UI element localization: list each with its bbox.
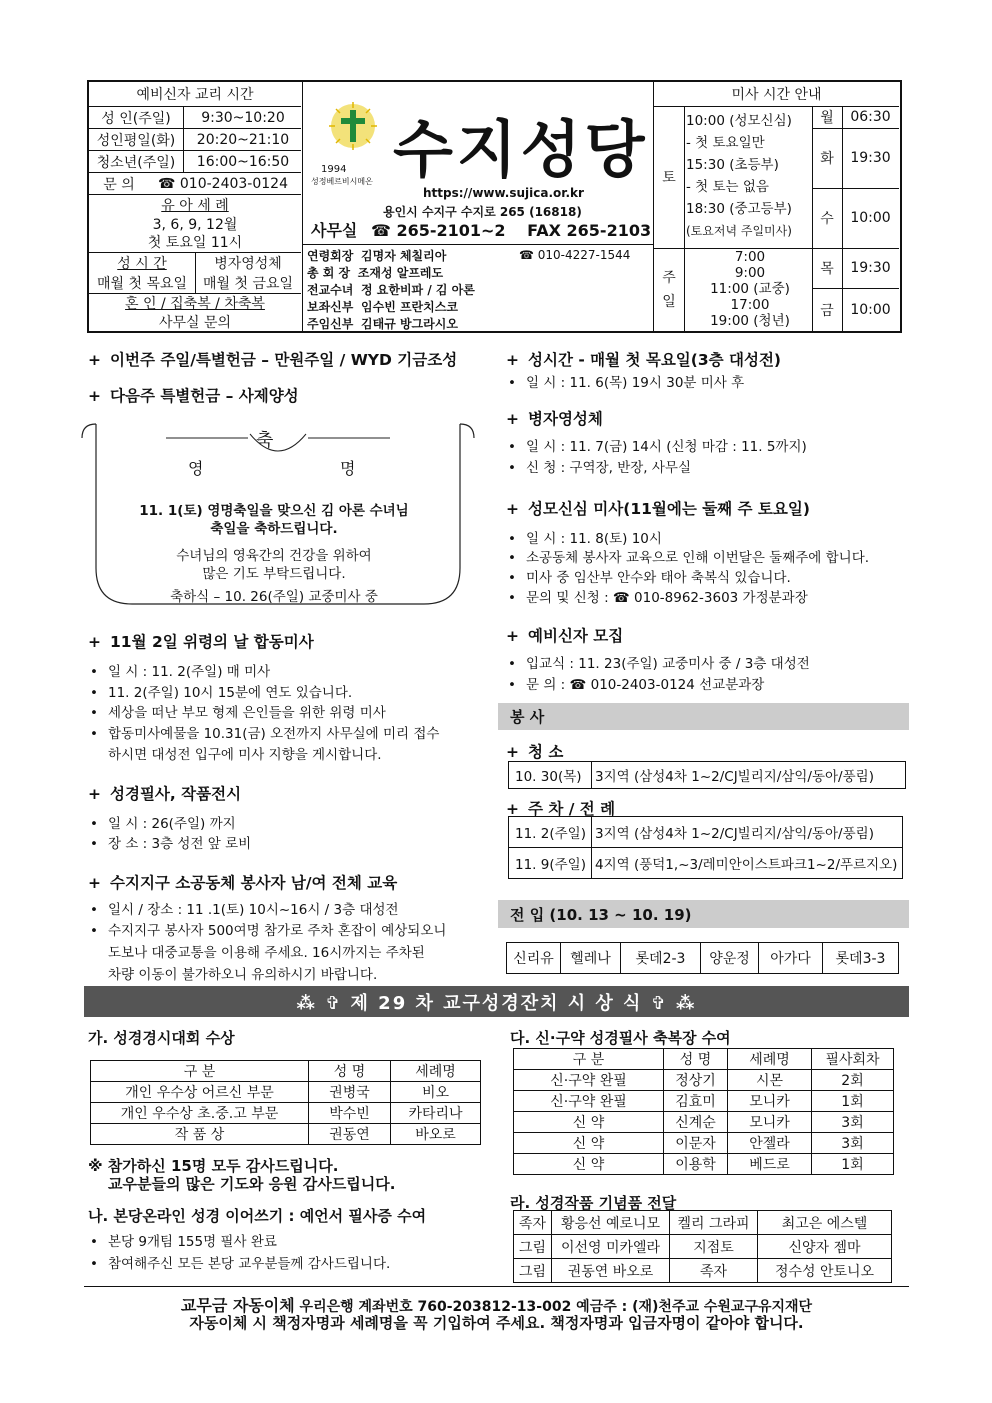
list-item: • 본당 9개팀 155명 필사 완료 (90, 1234, 277, 1250)
address: 용인시 수지구 수지로 265 (16818) (383, 205, 582, 219)
weekday-day: 월 (820, 110, 834, 126)
sick-communion-title: 병자영성체 (214, 256, 282, 272)
catechumen-time: 9:30~10:20 (201, 109, 285, 126)
contest-title: 가. 성경경시대회 수상 (88, 1029, 235, 1047)
wedding-contact: 사무실 문의 (158, 314, 232, 331)
office-phone: ☎ 265-2101~2 (370, 221, 506, 240)
table-header: 구 분 (91, 1061, 309, 1082)
table-row: 신 약 신계순 모니카 3회 (514, 1112, 894, 1133)
feast-word: 영 (188, 459, 204, 478)
table-header: 성 명 (309, 1061, 391, 1082)
memorial-mass-title: + 11월 2일 위령의 날 합동미사 (88, 633, 314, 651)
table-header: 성 명 (664, 1049, 728, 1070)
infant-baptism-title: 유 아 세 례 (161, 198, 229, 214)
staff-row: 주임신부 김태규 방그라시오 (307, 317, 458, 331)
feast-prayer: 수녀님의 영육간의 건강을 위하여 많은 기도 부탁드립니다. (176, 548, 372, 582)
staff-row: 연령회장 김명자 체칠리아 (307, 249, 447, 263)
table-header: 구 분 (514, 1049, 664, 1070)
weekday-time: 06:30 (850, 109, 891, 125)
list-item: • 수지지구 봉사자 500여명 참가로 주차 혼잡이 예상되오니 (90, 923, 447, 939)
parking-area: 4지역 (풍덕1,~3/레미안이스트파크1~2/푸르지오) (591, 847, 903, 879)
table-row: 족자 황응선 예로니모 켈리 그라피 최고은 에스텔 (514, 1211, 892, 1235)
cleaning-area: 3지역 (삼성4차 1~2/CJ빌리지/삼익/동아/풍림) (591, 761, 906, 789)
staff-row: 보좌신부 임수빈 프란치스코 (307, 300, 458, 314)
parish-info (303, 82, 653, 331)
table-header: 세례명 (728, 1049, 812, 1070)
table-row: 신 약 이용학 베드로 1회 (514, 1154, 894, 1175)
list-item: • 세상을 떠난 부모 형제 은인들을 위한 위령 미사 (90, 705, 386, 721)
list-item: • 일 시 : 11. 2(주일) 매 미사 (90, 664, 271, 680)
mass-title: 미사 시간 안내 (731, 87, 822, 103)
holy-hour-section-title: + 성시간 - 매월 첫 목요일(3층 대성전) (506, 351, 782, 369)
table-row: 신 약 이문자 안젤라 3회 (514, 1133, 894, 1154)
list-item: • 합동미사예물을 10.31(금) 오전까지 사무실에 미리 접수 (90, 726, 440, 742)
mass-schedule (653, 82, 900, 331)
parking-area: 3지역 (삼성4차 1~2/CJ빌리지/삼익/동아/풍림) (591, 816, 903, 848)
marian-mass-title: + 성모신심 미사(11월에는 둘째 주 토요일) (506, 500, 810, 518)
weekday-time: 10:00 (850, 301, 891, 318)
table-row: 작 품 상 권동연 바오로 (91, 1124, 481, 1145)
offering-this-week: + 이번주 주일/특별헌금 – 만원주일 / WYD 기금조성 (88, 351, 458, 369)
parking-date: 11. 9(주일) (508, 847, 592, 879)
bible-copy-title: 다. 신·구약 성경필사 축복장 수여 (510, 1029, 731, 1047)
catechumen-recruit-title: + 예비신자 모집 (506, 627, 624, 645)
schedule-panel (89, 82, 303, 331)
catechumen-contact: ☎ 010-2403-0124 (158, 175, 288, 192)
transfer-table (506, 942, 899, 974)
feast-word: 명 (340, 459, 356, 478)
weekday-day: 금 (820, 302, 834, 319)
table-row: 그림 이선영 미카엘라 지점토 신양자 젬마 (514, 1235, 892, 1259)
catechumen-time: 16:00~16:50 (196, 153, 290, 170)
catechumen-label: 청소년(주일) (96, 154, 176, 171)
cleaning-date: 10. 30(목) (508, 761, 592, 789)
saturday-label: 토 (662, 170, 676, 186)
footer-divider (84, 1286, 909, 1287)
table-row: 개인 우수상 어르신 부문 권병국 비오 (91, 1082, 481, 1103)
table-row: 그림 권동연 바오로 족자 정수성 안토니오 (514, 1259, 892, 1283)
list-item: • 신 청 : 구역장, 반장, 사무실 (508, 460, 691, 476)
thanks-note: ※ 참가하신 15명 모두 감사드립니다. (88, 1157, 339, 1175)
gift-table (513, 1210, 892, 1283)
catechumen-title: 예비신자 교리 시간 (136, 87, 254, 103)
table-row: 개인 우수상 초.중.고 부문 박수빈 카타리나 (91, 1103, 481, 1124)
bible-exhibit-title: + 성경필사, 작품전시 (88, 785, 242, 803)
offering-transfer-info: 교무금 자동이체 우리은행 계좌번호 760-203812-13-002 예금주 : (재)천주교 수원교구유지재단 (180, 1296, 813, 1315)
transfer-name: 롯데2-3 (621, 943, 701, 974)
list-item: • 문 의 : ☎ 010-2403-0124 선교분과장 (508, 677, 765, 693)
offering-transfer-note: 자동이체 시 책정자명과 세례명을 꼭 기입하여 주세요. 책정자명과 입금자명이 같아야 합니다. (189, 1314, 804, 1332)
parking-date: 11. 2(주일) (508, 816, 592, 848)
staff-row: 총 회 장 조재성 알프레도 (307, 266, 444, 280)
list-item: • 장 소 : 3층 성전 앞 로비 (90, 836, 252, 852)
list-item: • 문의 및 신청 : ☎ 010-8962-3603 가정분과장 (508, 590, 808, 606)
list-item: • 일 시 : 11. 8(토) 10시 (508, 531, 662, 547)
feast-glyph: 축 (256, 430, 274, 451)
weekday-time: 19:30 (850, 260, 891, 276)
staff-list (307, 248, 475, 333)
weekday-time: 19:30 (850, 150, 891, 166)
wedding-title: 혼 인 / 집축복 / 차축복 (125, 296, 265, 312)
transfer-name: 아가다 (759, 943, 823, 974)
table-header: 필사회차 (812, 1049, 894, 1070)
sunday-label: 주 일 (662, 269, 676, 310)
catechumen-time: 20:20~21:10 (196, 131, 290, 148)
list-item: • 일 시 : 11. 7(금) 14시 (신청 마감 : 11. 5까지) (508, 439, 807, 455)
offering-next-week: + 다음주 특별헌금 – 사제양성 (88, 387, 299, 405)
sick-communion-when: 매월 첫 금요일 (202, 276, 294, 292)
list-item: • 일시 / 장소 : 11 .1(토) 10시~16시 / 3층 대성전 (90, 902, 399, 918)
sick-communion-section-title: + 병자영성체 (506, 410, 603, 428)
list-item: • 참여해주신 모든 본당 교우분들께 감사드립니다. (90, 1256, 391, 1272)
transfer-name: 양운정 (701, 943, 759, 974)
sunday-times: 7:00 9:00 11:00 (교중) 17:00 19:00 (청년) (710, 249, 790, 329)
bible-copy-table (513, 1048, 894, 1175)
list-item: • 일 시 : 11. 6(목) 19시 30분 미사 후 (508, 375, 745, 391)
feast-message: 11. 1(토) 영명축일을 맞으신 김 아론 수녀님 축일을 축하드립니다. (139, 503, 409, 537)
holy-hour-title: 성 시 간 (117, 256, 167, 272)
weekday-day: 목 (820, 261, 834, 277)
logo-year: 1994 (321, 164, 347, 175)
weekday-day: 수 (820, 211, 834, 227)
training-title: + 수지지구 소공동체 봉사자 남/여 전체 교육 (88, 874, 398, 892)
table-row: 신·구약 완필 정상기 시몬 2회 (514, 1070, 894, 1091)
logo-caption: 성정베르비시메온 (311, 177, 373, 186)
infant-baptism-months: 3, 6, 9, 12월 (152, 216, 238, 233)
weekday-time: 10:00 (850, 210, 891, 226)
table-row: 신·구약 완필 김효미 모니카 1회 (514, 1091, 894, 1112)
thanks-note: 교우분들의 많은 기도와 응원 감사드립니다. (108, 1175, 396, 1193)
transfer-name: 신리유 (507, 943, 561, 974)
catechumen-label: 문 의 (103, 176, 135, 193)
transfer-bar: 전 입 (10. 13 ~ 10. 19) (498, 900, 909, 928)
service-bar: 봉 사 (498, 703, 909, 730)
contest-table (90, 1060, 481, 1145)
transfer-name: 헬레나 (561, 943, 621, 974)
office-contact (311, 218, 651, 241)
staff-row: 전교수녀 정 요한비파 / 김 아론 (307, 283, 475, 297)
list-item: • 일 시 : 26(주일) 까지 (90, 816, 236, 832)
list-item-continued: 도보나 대중교통을 이용해 주세요. 16시까지는 주차된 (108, 945, 425, 961)
list-item: • 입교식 : 11. 23(주일) 교중미사 중 / 3층 대성전 (508, 656, 810, 672)
parish-logo-icon (319, 100, 387, 168)
list-item-continued: 차량 이동이 불가하오니 유의하시기 바랍니다. (108, 967, 378, 983)
list-item: • 미사 중 임산부 안수와 태아 축복식 있습니다. (508, 570, 791, 586)
gift-title: 라. 성경작품 기념품 전달 (510, 1194, 677, 1212)
list-item: • 11. 2(주일) 10시 15분에 연도 있습니다. (90, 685, 353, 701)
website-link[interactable]: https://www.sujica.or.kr (423, 186, 584, 200)
parish-name: 수지성당 (393, 113, 649, 186)
feast-ceremony: 축하식 – 10. 26(주일) 교중미사 중 (170, 589, 378, 605)
online-bible-title: 나. 본당온라인 성경 이어쓰기 : 예언서 필사증 수여 (88, 1207, 427, 1225)
holy-hour-when: 매월 첫 목요일 (96, 276, 188, 292)
infant-baptism-when: 첫 토요일 11시 (147, 235, 243, 251)
transfer-name: 롯데3-3 (823, 943, 899, 974)
office-label: 사무실 (311, 221, 358, 240)
weekday-day: 화 (820, 151, 834, 167)
list-item: • 소공동체 봉사자 교육으로 인해 이번달은 둘째주에 합니다. (508, 550, 870, 566)
parking-title: + 주 차 / 전 례 (506, 800, 616, 818)
bulletin-header (87, 80, 902, 333)
list-item-continued: 하시면 대성전 입구에 미사 지향을 게시합니다. (108, 747, 382, 763)
cleaning-title: + 청 소 (506, 743, 564, 761)
staff-phone: ☎ 010-4227-1544 (519, 248, 631, 262)
table-header: 세례명 (391, 1061, 481, 1082)
saturday-times: 10:00 (성모신심) - 첫 토요일만 15:30 (초등부) - 첫 토는 없음 18:30 (중고등부) (토요저녁 주일미사) (686, 113, 792, 238)
fax-number: FAX 265-2103 (527, 221, 652, 240)
catechumen-label: 성 인(주일) (101, 110, 171, 127)
award-ceremony-bar: ⁂ ✞ 제 29 차 교구성경잔치 시 상 식 ✞ ⁂ (84, 986, 909, 1017)
catechumen-label: 성인평일(화) (96, 132, 176, 149)
